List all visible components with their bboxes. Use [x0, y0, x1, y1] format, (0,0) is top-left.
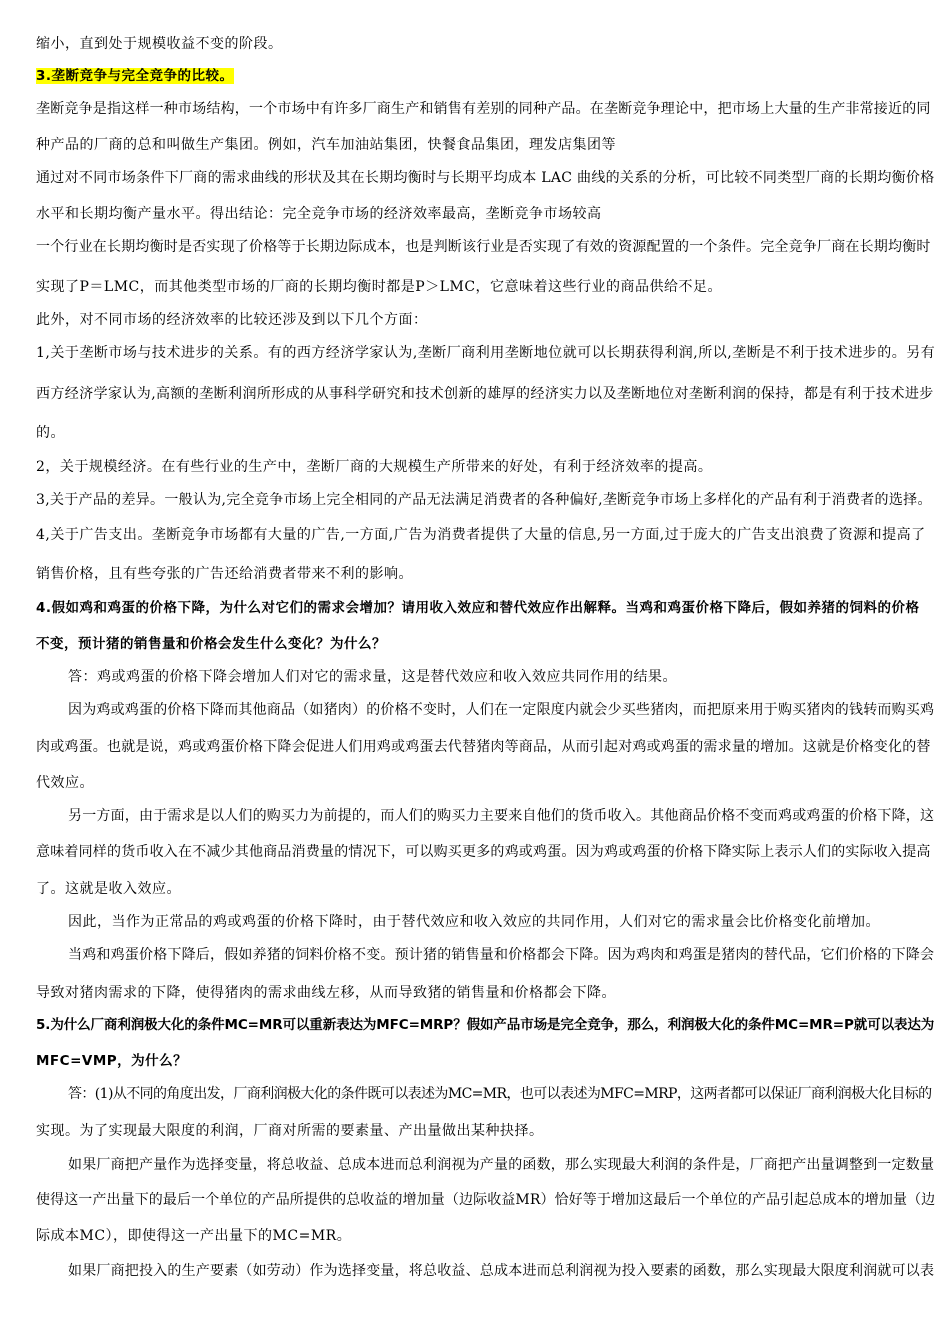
- question-heading: MFC=VMP，为什么？: [36, 1053, 188, 1069]
- answer-line: 答：鸡或鸡蛋的价格下降会增加人们对它的需求量，这是替代效应和收入效应共同作用的结果。: [68, 669, 677, 685]
- text-line: 因为鸡或鸡蛋的价格下降而其他商品（如猪肉）的价格不变时，人们在一定限度内就会少买些猪肉，而把原来用于购买猪肉的钱转而购买鸡: [68, 702, 935, 718]
- text-line: 一个行业在长期均衡时是否实现了价格等于长期边际成本，也是判断该行业是否实现了有效的资源配置的一个条件。完全竞争厂商在长期均衡时: [36, 239, 931, 255]
- text-line: 2，关于规模经济。在有些行业的生产中，垄断厂商的大规模生产所带来的好处，有利于经济效率的提高。: [36, 459, 713, 475]
- text-line: 代效应。: [36, 775, 94, 791]
- text-line: 另一方面，由于需求是以人们的购买力为前提的，而人们的购买力主要来自他们的货币收入。其他商品价格不变而鸡或鸡蛋的价格下降，这: [68, 808, 935, 824]
- question-heading: 5.为什么厂商利润极大化的条件MC=MR可以重新表达为MFC=MRP？假如产品市场是完全竞争，那么，利润极大化的条件MC=MR=P就可以表达为: [36, 1017, 935, 1033]
- text-line: 如果厂商把产量作为选择变量，将总收益、总成本进而总利润视为产量的函数，那么实现最大利润的条件是，厂商把产出量调整到一定数量: [68, 1157, 935, 1173]
- text-line: 缩小，直到处于规模收益不变的阶段。: [36, 36, 283, 52]
- text-line: 销售价格，且有些夸张的广告还给消费者带来不利的影响。: [36, 566, 413, 582]
- text-line: 垄断竞争是指这样一种市场结构，一个市场中有许多厂商生产和销售有差别的同种产品。在垄断竞争理论中，把市场上大量的生产非常接近的同: [36, 101, 931, 117]
- text-line: 使得这一产出量下的最后一个单位的产品所提供的总收益的增加量（边际收益MR）恰好等于增加这最后一个单位的产品引起总成本的增加量（边: [36, 1192, 936, 1208]
- section-heading: [36, 66, 234, 86]
- text-line: 实现了P＝LMC，而其他类型市场的厂商的长期均衡时都是P＞LMC，它意味着这些行业的商品供给不足。: [36, 279, 723, 295]
- text-line: 肉或鸡蛋。也就是说，鸡或鸡蛋价格下降会促进人们用鸡或鸡蛋去代替猪肉等商品，从而引起对鸡或鸡蛋的需求量的增加。这就是价格变化的替: [36, 739, 931, 755]
- text-line: 此外，对不同市场的经济效率的比较还涉及到以下几个方面：: [36, 312, 428, 328]
- text-line: 实现。为了实现最大限度的利润，厂商对所需的要素量、产出量做出某种抉择。: [36, 1123, 544, 1139]
- text-line: 水平和长期均衡产量水平。得出结论：完全竞争市场的经济效率最高，垄断竞争市场较高: [36, 206, 602, 222]
- text-line: 的。: [36, 425, 65, 441]
- text-line: 西方经济学家认为,高额的垄断利润所形成的从事科学研究和技术创新的雄厚的经济实力以及垄断地位对垄断利润的保持，都是有利于技术进步: [36, 386, 934, 402]
- text-line: 1,关于垄断市场与技术进步的关系。有的西方经济学家认为,垄断厂商利用垄断地位就可以长期获得利润,所以,垄断是不利于技术进步的。另有: [36, 345, 936, 361]
- text-line: 导致对猪肉需求的下降，使得猪肉的需求曲线左移，从而导致猪的销售量和价格都会下降。: [36, 985, 616, 1001]
- text-line: 意味着同样的货币收入在不减少其他商品消费量的情况下，可以购买更多的鸡或鸡蛋。因为鸡或鸡蛋的价格下降实际上表示人们的实际收入提高: [36, 844, 931, 860]
- text-line: 3,关于产品的差异。一般认为,完全竞争市场上完全相同的产品无法满足消费者的各种偏好,垄断竞争市场上多样化的产品有利于消费者的选择。: [36, 492, 932, 508]
- text-line: 通过对不同市场条件下厂商的需求曲线的形状及其在长期均衡时与长期平均成本 LAC 曲线的关系的分析，可比较不同类型厂商的长期均衡价格: [36, 170, 935, 186]
- text-line: 因此，当作为正常品的鸡或鸡蛋的价格下降时，由于替代效应和收入效应的共同作用，人们对它的需求量会比价格变化前增加。: [68, 914, 880, 930]
- answer-line: 答：(1)从不同的角度出发，厂商利润极大化的条件既可以表述为MC=MR，也可以表述为MFC=MRP，这两者都可以保证厂商利润极大化目标的: [68, 1086, 932, 1102]
- text-line: 际成本MC），即使得这一产出量下的MC=MR。: [36, 1228, 352, 1244]
- text-line: 当鸡和鸡蛋价格下降后，假如养猪的饲料价格不变。预计猪的销售量和价格都会下降。因为鸡肉和鸡蛋是猪肉的替代品，它们价格的下降会: [68, 947, 935, 963]
- text-line: 种产品的厂商的总和叫做生产集团。例如，汽车加油站集团，快餐食品集团，理发店集团等: [36, 137, 616, 153]
- text-line: 了。这就是收入效应。: [36, 881, 181, 897]
- highlighted-heading: 3.垄断竞争与完全竞争的比较。: [36, 68, 234, 84]
- question-heading: 4.假如鸡和鸡蛋的价格下降，为什么对它们的需求会增加？请用收入效应和替代效应作出解释。当鸡和鸡蛋价格下降后，假如养猪的饲料的价格: [36, 600, 920, 616]
- text-line: 4,关于广告支出。垄断竞争市场都有大量的广告,一方面,广告为消费者提供了大量的信息,另一方面,过于庞大的广告支出浪费了资源和提高了: [36, 527, 926, 543]
- text-line: 如果厂商把投入的生产要素（如劳动）作为选择变量，将总收益、总成本进而总利润视为投入要素的函数，那么实现最大限度利润就可以表: [68, 1263, 935, 1279]
- question-heading: 不变，预计猪的销售量和价格会发生什么变化？为什么？: [36, 636, 386, 652]
